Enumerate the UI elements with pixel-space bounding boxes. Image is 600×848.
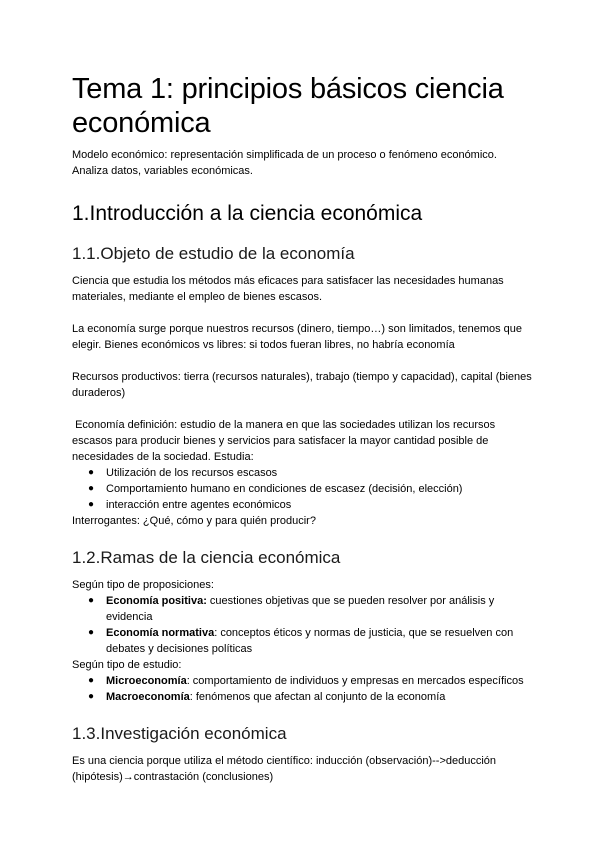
list-item: ● Utilización de los recursos escasos: [88, 467, 278, 479]
term-macro: Macroeconomía: [106, 691, 190, 703]
bullet-icon: ●: [88, 483, 95, 494]
estudio-label: Según tipo de estudio:: [72, 659, 182, 671]
paragraph-definicion: Economía definición: estudio de la manera en que las sociedades utilizan los recursos escasos para producir bienes y servicios para satisfacer la mayor cantidad posible de necesidades de la sociedad. Estudia:: [72, 419, 499, 463]
list-item: ● Macroeconomía: fenómenos que afectan al conjunto de la economía: [88, 691, 446, 703]
intro-line-2: Analiza datos, variables económicas.: [72, 165, 253, 177]
bullet-icon: ●: [88, 627, 95, 638]
paragraph-recursos-limitados: La economía surge porque nuestros recursos (dinero, tiempo…) son limitados, tenemos que elegir. Bienes económicos vs libres: si todos fueran libres, no habría economía: [72, 323, 523, 351]
subsection-heading-ramas: 1.2.Ramas de la ciencia económica: [72, 548, 341, 567]
paragraph-interrogantes: Interrogantes: ¿Qué, cómo y para quién producir?: [72, 515, 316, 527]
paragraph-ciencia: Ciencia que estudia los métodos más eficaces para satisfacer las necesidades humanas materiales, mediante el empleo de bienes escasos.: [72, 275, 504, 303]
term-micro: Microeconomía: [106, 675, 187, 687]
proposiciones-list: [72, 593, 532, 657]
list-item: ● Microeconomía: comportamiento de individuos y empresas en mercados específicos: [88, 675, 524, 687]
list-item: ● Economía normativa: conceptos éticos y normas de justicia, que se resuelven con debates y decisiones políticas: [88, 627, 514, 655]
bullet-icon: ●: [88, 499, 95, 510]
document-content: [72, 72, 532, 785]
estudia-list: [72, 465, 532, 513]
list-item: ● Economía positiva: cuestiones objetivas que se pueden resolver por análisis y evidencia: [88, 595, 495, 623]
page-title: Tema 1: principios básicos ciencia económica: [72, 73, 504, 139]
estudio-list: [72, 673, 532, 705]
bullet-icon: ●: [88, 691, 95, 702]
term-normativa: Economía normativa: [106, 627, 215, 639]
proposiciones-label: Según tipo de proposiciones:: [72, 579, 214, 591]
list-item: ● Comportamiento humano en condiciones de escasez (decisión, elección): [88, 483, 463, 495]
subsection-heading-investigacion: 1.3.Investigación económica: [72, 724, 287, 743]
list-item: ● interacción entre agentes económicos: [88, 499, 292, 511]
subsection-heading-objeto: 1.1.Objeto de estudio de la economía: [72, 244, 355, 263]
paragraph-metodo-cientifico: Es una ciencia porque utiliza el método científico: inducción (observación)-->deducción (hipótesis)→contrastación (conclusiones): [72, 755, 497, 783]
paragraph-recursos-productivos: Recursos productivos: tierra (recursos naturales), trabajo (tiempo y capacidad), capital (bienes duraderos): [72, 371, 532, 399]
bullet-icon: ●: [88, 595, 95, 606]
bullet-icon: ●: [88, 675, 95, 686]
bullet-icon: ●: [88, 467, 95, 478]
intro-line-1: Modelo económico: representación simplificada de un proceso o fenómeno económico.: [72, 149, 497, 161]
intro-paragraph: [72, 147, 532, 179]
term-positiva: Economía positiva:: [106, 595, 207, 607]
section-heading-intro: 1.Introducción a la ciencia económica: [72, 202, 423, 225]
